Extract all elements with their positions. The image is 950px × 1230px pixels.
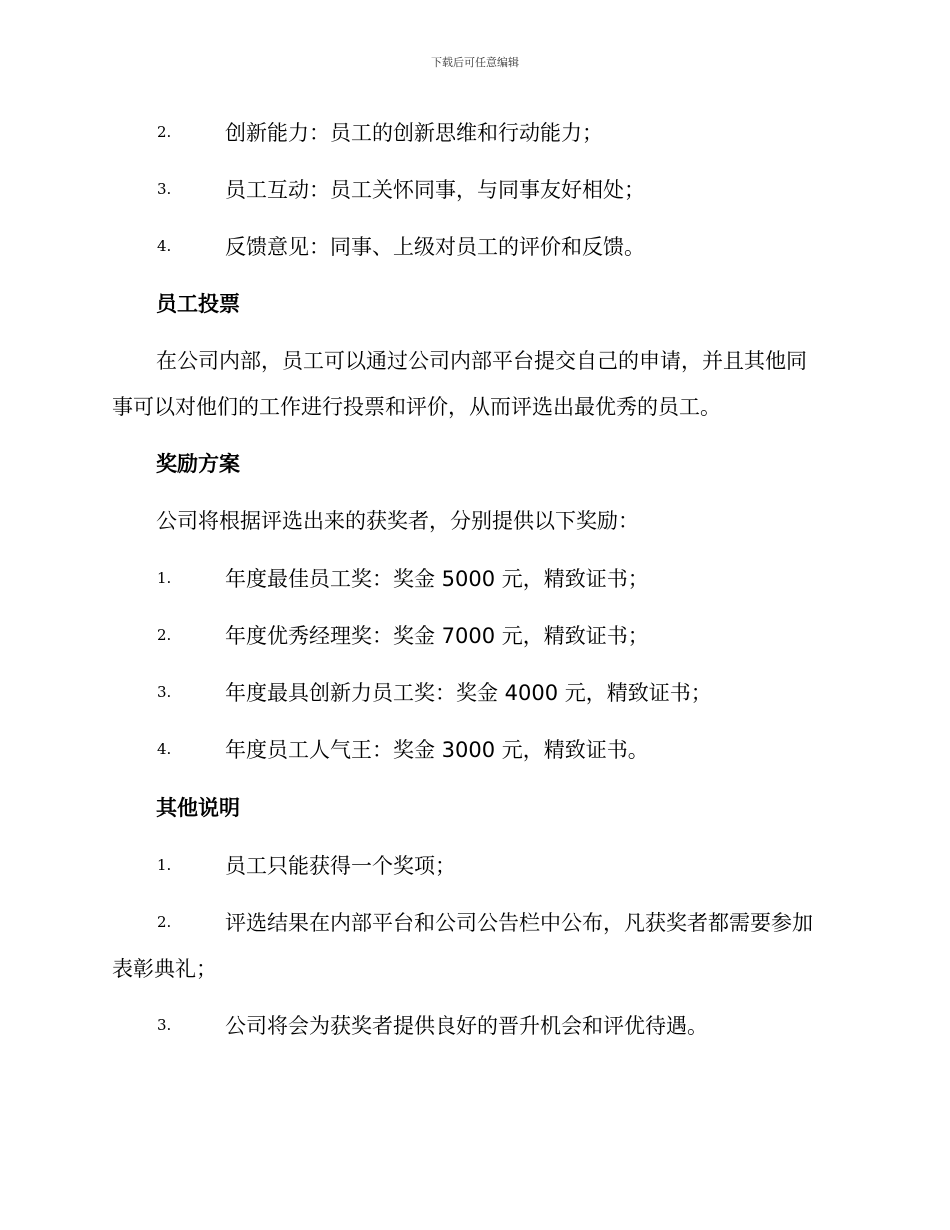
list-text: 年度最佳员工奖：奖金 5000 元，精致证书； (225, 567, 649, 591)
list-text: 反馈意见：同事、上级对员工的评价和反馈。 (225, 235, 645, 259)
paragraph-line: 公司将根据评选出来的获奖者，分别提供以下奖励： (156, 509, 639, 533)
list-item (0, 907, 950, 937)
list-text-continuation: 表彰典礼； (112, 957, 217, 981)
list-number: 3. (157, 180, 172, 198)
list-text: 年度最具创新力员工奖：奖金 4000 元，精致证书； (225, 681, 712, 705)
section-heading-other: 其他说明 (156, 796, 240, 820)
list-item (0, 677, 950, 707)
list-number: 3. (157, 683, 172, 701)
list-number: 2. (157, 626, 172, 644)
list-item (0, 850, 950, 880)
list-number: 4. (157, 740, 172, 758)
list-text: 员工只能获得一个奖项； (225, 854, 456, 878)
list-text: 创新能力：员工的创新思维和行动能力； (225, 121, 603, 145)
list-text: 员工互动：员工关怀同事，与同事友好相处； (225, 178, 645, 202)
paragraph-line: 事可以对他们的工作进行投票和评价，从而评选出最优秀的员工。 (112, 395, 721, 419)
list-number: 3. (157, 1016, 172, 1034)
list-item (0, 1010, 950, 1040)
list-text: 公司将会为获奖者提供良好的晋升机会和评优待遇。 (225, 1014, 708, 1038)
list-text: 年度优秀经理奖：奖金 7000 元，精致证书； (225, 624, 649, 648)
paragraph-line: 在公司内部，员工可以通过公司内部平台提交自己的申请，并且其他同 (156, 349, 807, 373)
list-item (0, 117, 950, 147)
list-number: 2. (157, 123, 172, 141)
list-item (0, 734, 950, 764)
list-text: 评选结果在内部平台和公司公告栏中公布，凡获奖者都需要参加 (225, 911, 813, 935)
list-number: 4. (157, 237, 172, 255)
list-number: 1. (157, 856, 172, 874)
list-item (0, 620, 950, 650)
list-number: 1. (157, 569, 172, 587)
list-item (0, 231, 950, 261)
section-heading-vote: 员工投票 (156, 292, 240, 316)
list-text: 年度员工人气王：奖金 3000 元，精致证书。 (225, 738, 649, 762)
list-item (0, 563, 950, 593)
section-heading-reward: 奖励方案 (156, 452, 240, 476)
page-header: 下载后可任意编辑 (431, 56, 519, 69)
list-number: 2. (157, 913, 172, 931)
list-item (0, 174, 950, 204)
